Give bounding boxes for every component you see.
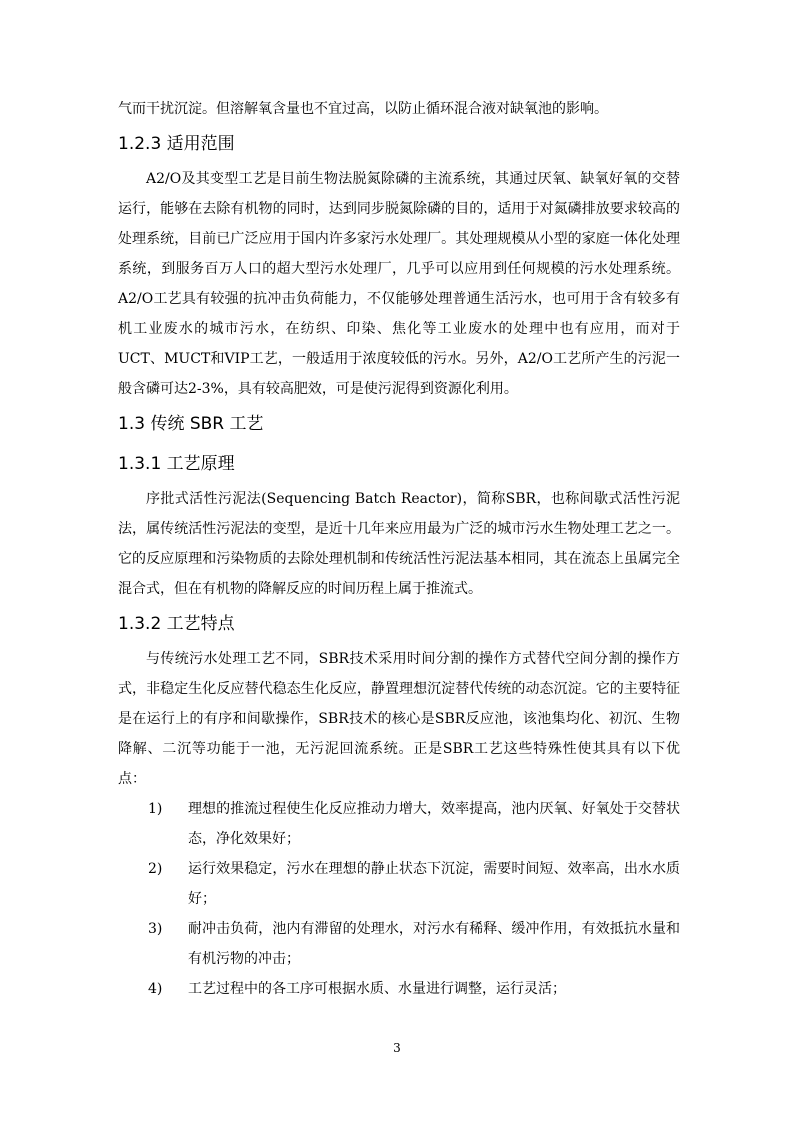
list-text: 耐冲击负荷，池内有滞留的处理水，对污水有稀释、缓冲作用，有效抵抗水量和有机污物的冲击； — [188, 921, 680, 967]
list-item — [118, 914, 680, 974]
list-number: 2) — [148, 861, 163, 877]
heading-1-3: 1.3 传统 SBR 工艺 — [118, 414, 264, 434]
heading-1-3-1: 1.3.1 工艺原理 — [118, 454, 235, 474]
list-number: 4) — [148, 981, 163, 997]
paragraph-features: 与传统污水处理工艺不同，SBR技术采用时间分割的操作方式替代空间分割的操作方式，非稳定生化反应替代稳态生化反应，静置理想沉淀替代传统的动态沉淀。它的主要特征是在运行上的有序和间歇操作，SBR技术的核心是SBR反应池，该池集均化、初沉、生物降解、二沉等功能于一池，无污泥回流系统。正是SBR工艺这些特殊性使其具有以下优点： — [118, 651, 680, 787]
page-number: 3 — [393, 1041, 401, 1055]
page-content — [118, 94, 680, 1004]
paragraph-continuation: 气而干扰沉淀。但溶解氧含量也不宜过高，以防止循环混合液对缺氧池的影响。 — [118, 101, 608, 117]
list-number: 1) — [148, 801, 163, 817]
list-item — [118, 854, 680, 914]
heading-1-3-2: 1.3.2 工艺特点 — [118, 614, 235, 634]
heading-1-2-3: 1.2.3 适用范围 — [118, 134, 235, 154]
list-number: 3) — [148, 921, 163, 937]
paragraph-scope: A2/O及其变型工艺是目前生物法脱氮除磷的主流系统，其通过厌氧、缺氧好氧的交替运行，能够在去除有机物的同时，达到同步脱氮除磷的目的，适用于对氮磷排放要求较高的处理系统，目前已广泛应用于国内许多家污水处理厂。其处理规模从小型的家庭一体化处理系统，到服务百万人口的超大型污水处理厂，几乎可以应用到任何规模的污水处理系统。A2/O工艺具有较强的抗冲击负荷能力，不仅能够处理普通生活污水，也可用于含有较多有机工业废水的城市污水，在纺织、印染、焦化等工业废水的处理中也有应用，而对于UCT、MUCT和VIP工艺，一般适用于浓度较低的污水。另外，A2/O工艺所产生的污泥一般含磷可达2-3%，具有较高肥效，可是使污泥得到资源化利用。 — [118, 171, 680, 397]
list-item — [118, 794, 680, 854]
list-text: 理想的推流过程使生化反应推动力增大，效率提高，池内厌氧、好氧处于交替状态，净化效果好； — [188, 801, 680, 847]
list-text: 运行效果稳定，污水在理想的静止状态下沉淀，需要时间短、效率高，出水水质好； — [188, 861, 680, 907]
list-text: 工艺过程中的各工序可根据水质、水量进行调整，运行灵活； — [188, 981, 566, 997]
list-item — [118, 974, 680, 1004]
paragraph-principle: 序批式活性污泥法(Sequencing Batch Reactor)，简称SBR，也称间歇式活性污泥法，属传统活性污泥法的变型，是近十几年来应用最为广泛的城市污水生物处理工艺之一。它的反应原理和污染物质的去除处理机制和传统活性污泥法基本相同，其在流态上虽属完全混合式，但在有机物的降解反应的时间历程上属于推流式。 — [118, 491, 680, 597]
